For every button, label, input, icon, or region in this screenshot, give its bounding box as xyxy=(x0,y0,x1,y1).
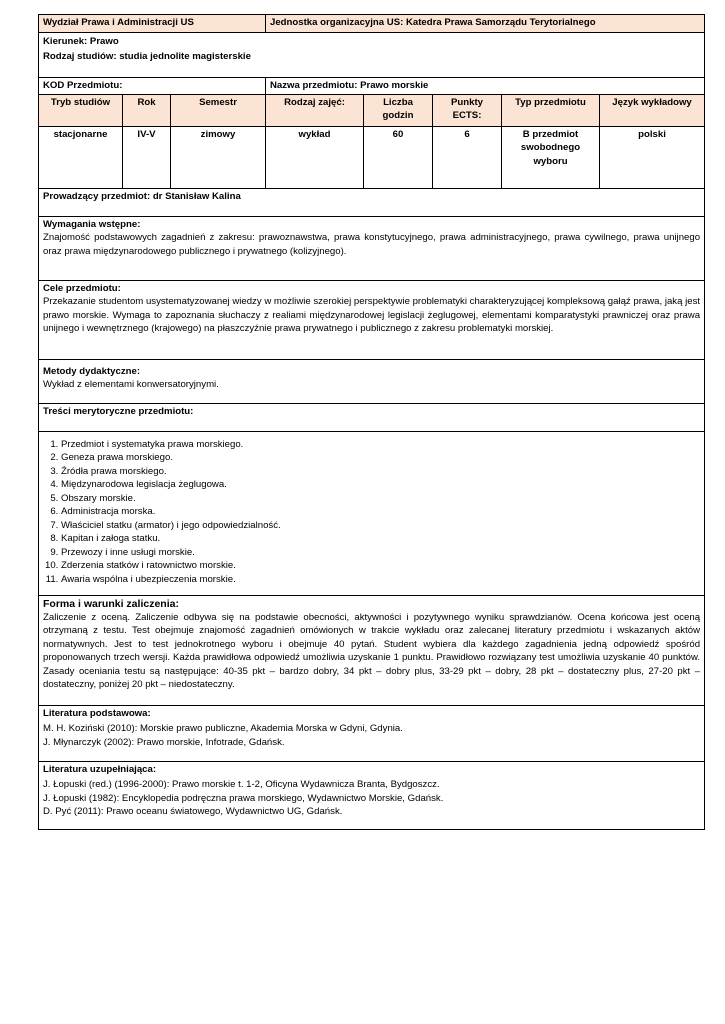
assessment-cell xyxy=(39,595,705,705)
list-item: 5. Obszary morskie. xyxy=(61,492,700,506)
syllabus-table xyxy=(38,14,705,830)
td-ects: 6 xyxy=(433,126,502,188)
th-course-type: Typ przedmiotu xyxy=(502,94,600,126)
list-item: 3. Źródła prawa morskiego. xyxy=(61,465,700,479)
list-item: 10. Zderzenia statków i ratownictwo morskie. xyxy=(61,559,700,573)
list-item: 2. Geneza prawa morskiego. xyxy=(61,451,700,465)
th-language: Język wykładowy xyxy=(600,94,705,126)
assessment-title: Forma i warunki zaliczenia: xyxy=(43,597,179,610)
course-name-cell xyxy=(266,78,705,95)
goals-title: Cele przedmiotu: xyxy=(43,282,121,294)
list-item: 6. Administracja morska. xyxy=(61,505,700,519)
literature-basic-title: Literatura podstawowa: xyxy=(43,707,151,719)
methods-cell xyxy=(39,359,705,403)
td-mode: stacjonarne xyxy=(39,126,123,188)
goals-text: Przekazanie studentom usystematyzowanej wiedzy w możliwie szerokiej perspektywie problematyki charakteryzującej kompleksową gałąź prawa, jaką jest prawo morskie. Wymaga to zapoznania słuchaczy z realiami międzynarodowej legislacji żeglugowej, elementami komparatystyki prawniczej oraz prawa unijnego i wewnętrznego (krajowego) na płaszczyźnie prawa prywatnego i publicznego z zakresu problematyki morskiej. xyxy=(43,296,701,334)
prerequisites-cell xyxy=(39,216,705,280)
literature-extra-item: J. Łopuski (red.) (1996-2000): Prawo morskie t. 1-2, Oficyna Wydawnicza Branta, Bydgoszcz. xyxy=(43,779,440,790)
course-code-label: KOD Przedmiotu: xyxy=(43,80,123,91)
th-mode: Tryb studiów xyxy=(39,94,123,126)
course-syllabus-sheet xyxy=(38,14,704,830)
literature-extra-title: Literatura uzupełniająca: xyxy=(43,763,157,775)
th-ects: Punkty ECTS: xyxy=(433,94,502,126)
goals-cell xyxy=(39,280,705,359)
program-study-type: Rodzaj studiów: studia jednolite magisterskie xyxy=(43,50,251,62)
td-hours: 60 xyxy=(364,126,433,188)
content-title-cell xyxy=(39,403,705,431)
prerequisites-text: Znajomość podstawowych zagadnień z zakresu: prawoznawstwa, prawa konstytucyjnego, prawa administracyjnego, prawa cywilnego, prawa unijnego oraz prawa międzynarodowego publicznego i prywatnego (kolizyjnego). xyxy=(43,232,701,257)
literature-basic-item: J. Młynarczyk (2002): Prawo morskie, Infotrade, Gdańsk. xyxy=(43,736,285,748)
assessment-text: Zaliczenie z oceną. Zaliczenie odbywa się na podstawie obecności, aktywności i pozytywnego wyniku sprawdzianów. Ocena końcowa jest oceną otrzymaną z testu. Test obejmuje znajomość zagadnień omówionych w trakcie wykładu oraz zalecanej literatury przedmiotu i wskazanych aktów normatywnych. Jest to test jednokrotnego wyboru i obejmuje 40 pytań. Student wybiera dla każdego zagadnienia jedną odpowiedź spośród proponowanych trzech wersji. Każda prawidłowa odpowiedź umożliwia uzyskanie 1 punktu. Prawidłowo rozwiązany test umożliwia uzyskanie 40 punktów. Zasady oceniania testu są następujące: 40-35 pkt – bardzo dobry, 34 pkt – dobry plus, 33-29 pkt – dobry, 28 pkt – dostateczny plus, 27-20 pkt – dostateczny, poniżej 20 pkt – niedostateczny. xyxy=(43,611,701,690)
program-cell xyxy=(39,33,705,78)
prerequisites-title: Wymagania wstępne: xyxy=(43,218,141,230)
lecturer-cell xyxy=(39,188,705,216)
methods-text: Wykład z elementami konwersatoryjnymi. xyxy=(43,379,219,390)
literature-extra-item: J. Łopuski (1982): Encyklopedia podręczna prawa morskiego, Wydawnictwo Morskie, Gdańsk. xyxy=(43,792,444,804)
list-item: 9. Przewozy i inne usługi morskie. xyxy=(61,546,700,560)
content-list-cell xyxy=(39,431,705,595)
td-course-type: B przedmiot swobodnego wyboru xyxy=(502,126,600,188)
content-list xyxy=(43,438,700,587)
th-year: Rok xyxy=(123,94,171,126)
unit-name: Jednostka organizacyjna US: Katedra Prawa Samorządu Terytorialnego xyxy=(270,17,596,28)
lecturer: Prowadzący przedmiot: dr Stanisław Kalina xyxy=(43,190,241,202)
list-item: 11. Awaria wspólna i ubezpieczenia morskie. xyxy=(61,573,700,587)
methods-title: Metody dydaktyczne: xyxy=(43,365,141,377)
list-item: 8. Kapitan i załoga statku. xyxy=(61,532,700,546)
list-item: 1. Przedmiot i systematyka prawa morskiego. xyxy=(61,438,700,452)
th-hours: Liczba godzin xyxy=(364,94,433,126)
td-semester: zimowy xyxy=(171,126,266,188)
td-year: IV-V xyxy=(123,126,171,188)
list-item: 7. Właściciel statku (armator) i jego odpowiedzialność. xyxy=(61,519,700,533)
literature-basic-item: M. H. Koziński (2010): Morskie prawo publiczne, Akademia Morska w Gdyni, Gdynia. xyxy=(43,723,403,734)
content-title: Treści merytoryczne przedmiotu: xyxy=(43,405,194,417)
literature-extra-item: D. Pyć (2011): Prawo oceanu światowego, Wydawnictwo UG, Gdańsk. xyxy=(43,806,343,817)
th-semester: Semestr xyxy=(171,94,266,126)
td-class-type: wykład xyxy=(266,126,364,188)
program-direction: Kierunek: Prawo xyxy=(43,36,119,47)
faculty-name: Wydział Prawa i Administracji US xyxy=(43,17,194,28)
unit-cell xyxy=(266,15,705,33)
literature-basic-cell xyxy=(39,705,705,761)
course-code-cell xyxy=(39,78,266,95)
th-class-type: Rodzaj zajęć: xyxy=(266,94,364,126)
table-header-row xyxy=(39,94,705,126)
faculty-cell xyxy=(39,15,266,33)
literature-extra-cell xyxy=(39,761,705,829)
table-data-row xyxy=(39,126,705,188)
course-name: Nazwa przedmiotu: Prawo morskie xyxy=(270,80,429,91)
td-language: polski xyxy=(600,126,705,188)
list-item: 4. Międzynarodowa legislacja żeglugowa. xyxy=(61,478,700,492)
